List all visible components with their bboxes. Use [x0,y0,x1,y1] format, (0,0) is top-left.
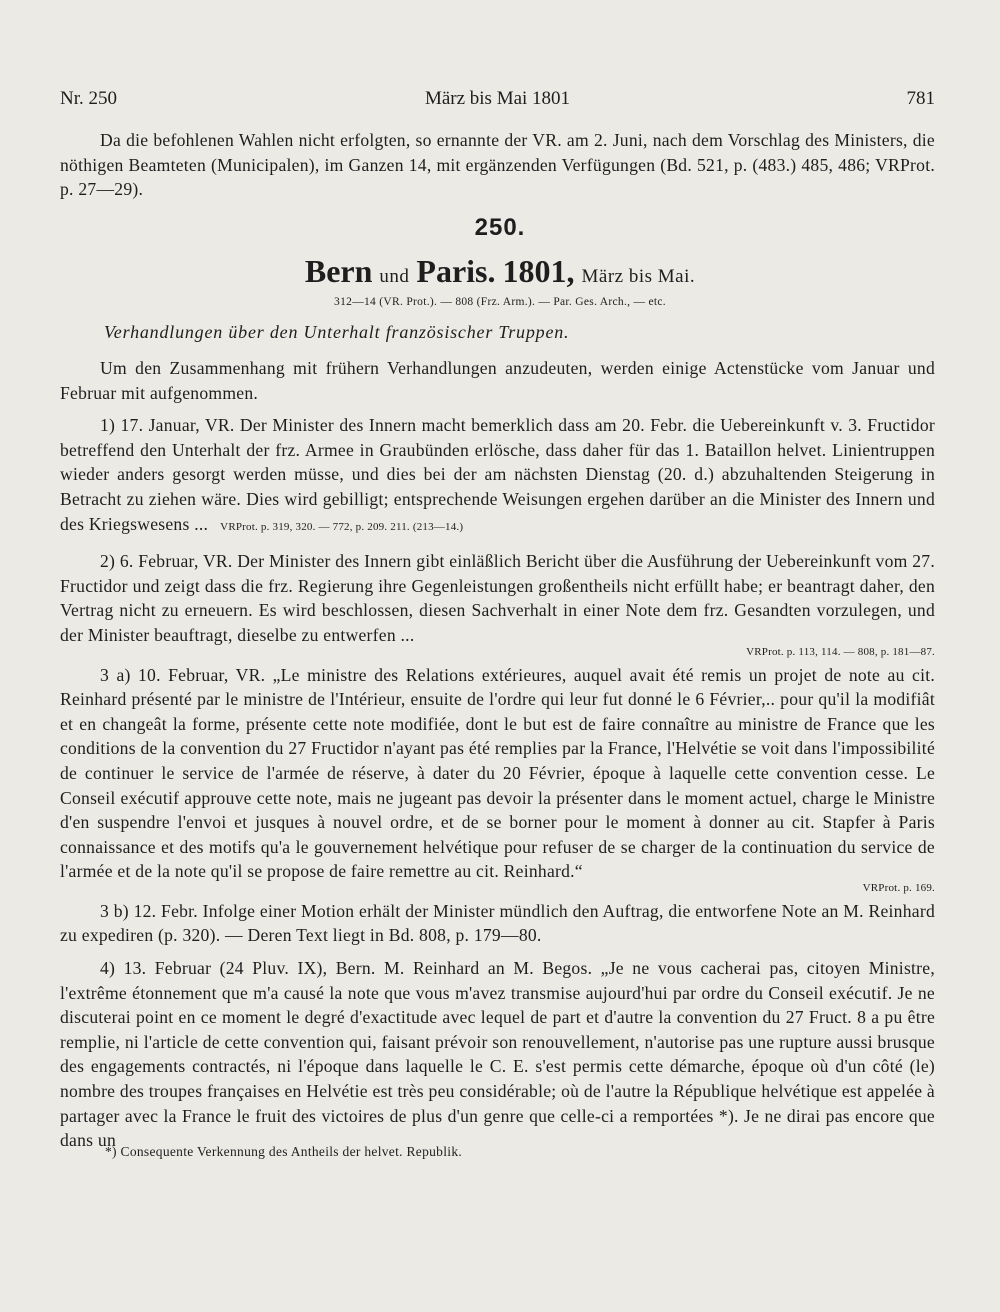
document-number: 250. [474,214,526,241]
paragraph-text: 1) 17. Januar, VR. Der Minister des Innern macht bemerklich dass am 20. Febr. die Uebereinkunft v. 3. Fructidor betreffend den Unterhalt der frz. Armee in Graubünden erlösche, dass daher für das 1. Bataillon helvet. Linientruppen wieder anders gesorgt werden müsse, und dies bei der am nächsten Dienstag (20. d.) abzuhaltenden Steigerung in Betracht zu ziehen wäre. Dies wird gebilligt; entsprechende Weisungen ergehen darüber an die Minister des Innern und des Kriegswesens ... [60,415,935,534]
citation: VRProt. p. 319, 320. — 772, p. 209. 211. (213—14.) [220,520,464,533]
heading-place-a: Bern [304,253,373,289]
paragraph: 4) 13. Februar (24 Pluv. IX), Bern. M. Reinhard an M. Begos. „Je ne vous cacherai pas, citoyen Ministre, l'extrême étonnement que m'a causé la note que vous m'avez transmise aujourd'hui par ordre du Conseil exécutif. Je ne discuterai point en ce moment le degré d'exactitude avec lequel de part et d'autre la convention du 27 Fruct. 8 a pu être remplie, ni l'article de cette convention qui, faisant prévoir son renouvellement, n'autorise pas une rupture aussi brusque des engagements contractés, ni l'époque dans laquelle le C. E. s'est permis cette démarche, époque où d'un côté (le) nombre des troupes françaises en Helvétie est très peu considérable; où de l'autre la République helvétique est appelée à partager avec la France le fruit des victoires de plus d'un genre que celle-ci a remportées *). Je ne dirai pas encore que dans un [60,958,935,1151]
citation: VRProt. p. 113, 114. — 808, p. 181—87. [746,645,935,658]
paragraph: 3 b) 12. Febr. Infolge einer Motion erhält der Minister mündlich den Auftrag, die entworfene Note an M. Reinhard zu expediren (p. 320). — Deren Text liegt in Bd. 808, p. 179—80. [60,900,935,946]
paragraph: 2) 6. Februar, VR. Der Minister des Innern gibt einläßlich Bericht über die Ausführung der Uebereinkunft vom 27. Fructidor und zeigt dass die frz. Regierung ihre Gegenleistungen großentheils nicht erfüllt habe; er beantragt daher, den Vertrag nicht zu erneuern. Es wird beschlossen, diesen Sachverhalt in einer Note dem frz. Gesandten vorzulegen, und der Minister beauftragt, dieselbe zu entwerfen ... [60,551,935,645]
heading-place-b: Paris. [416,253,496,289]
citation: VRProt. p. 169. [862,881,935,894]
page-number: 781 [906,88,935,109]
document-heading [0,253,1000,290]
paragraph [60,413,935,539]
heading-months: März bis Mai. [581,266,696,287]
header-date-range: März bis Mai 1801 [424,88,571,109]
heading-and: und [379,266,410,287]
intro-paragraph [60,128,935,202]
heading-year: 1801, [502,253,575,289]
footnote: *) Consequente Verkennung des Antheils der helvet. Republik. [105,1144,463,1159]
document-subject: Verhandlungen über den Unterhalt französischer Truppen. [104,322,570,342]
paragraph: 3 a) 10. Februar, VR. „Le ministre des Relations extérieures, auquel avait été remis un projet de note au cit. Reinhard présenté par le ministre de l'Intérieur, ensuite de l'ordre qui leur fut donné le 6 Février,.. pour qu'il la modifiât et en changeât la forme, présente cette note modifiée, dont le but est de faire connaître au ministre de France que les conditions de la convention du 27 Fructidor n'ayant pas été remplies par la France, l'Helvétie se voit dans l'impossibilité de continuer le service de l'armée de réserve, à dater du 20 Février, époque à laquelle cette convention cesse. Le Conseil exécutif approuve cette note, mais ne jugeant pas devoir la présenter dans le moment actuel, charge le Ministre d'en suspendre l'envoi et jusques à nouvel ordre, et de se borner pour le moment à donner au cit. Stapfer à Paris connaissance et des motifs qu'a le gouvernement helvétique pour refuser de se charger de la continuation du service de l'armée et de la note qu'il se propose de faire remettre au cit. Reinhard.“ [60,664,935,882]
intro-text: Da die befohlenen Wahlen nicht erfolgten, so ernannte der VR. am 2. Juni, nach dem Vorschlag des Ministers, die nöthigen Beamteten (Municipalen), im Ganzen 14, mit ergänzenden Verfügungen (Bd. 521, p. (483.) 485, 486; VRProt. p. 27—29). [60,130,935,200]
running-header [60,88,935,114]
body-text [60,356,935,1153]
header-doc-number: Nr. 250 [60,88,117,109]
paragraph: Um den Zusammenhang mit frühern Verhandlungen anzudeuten, werden einige Actenstücke vom Januar und Februar mit aufgenommen. [60,358,935,403]
source-references: 312—14 (VR. Prot.). — 808 (Frz. Arm.). — Par. Ges. Arch., — etc. [334,296,666,308]
